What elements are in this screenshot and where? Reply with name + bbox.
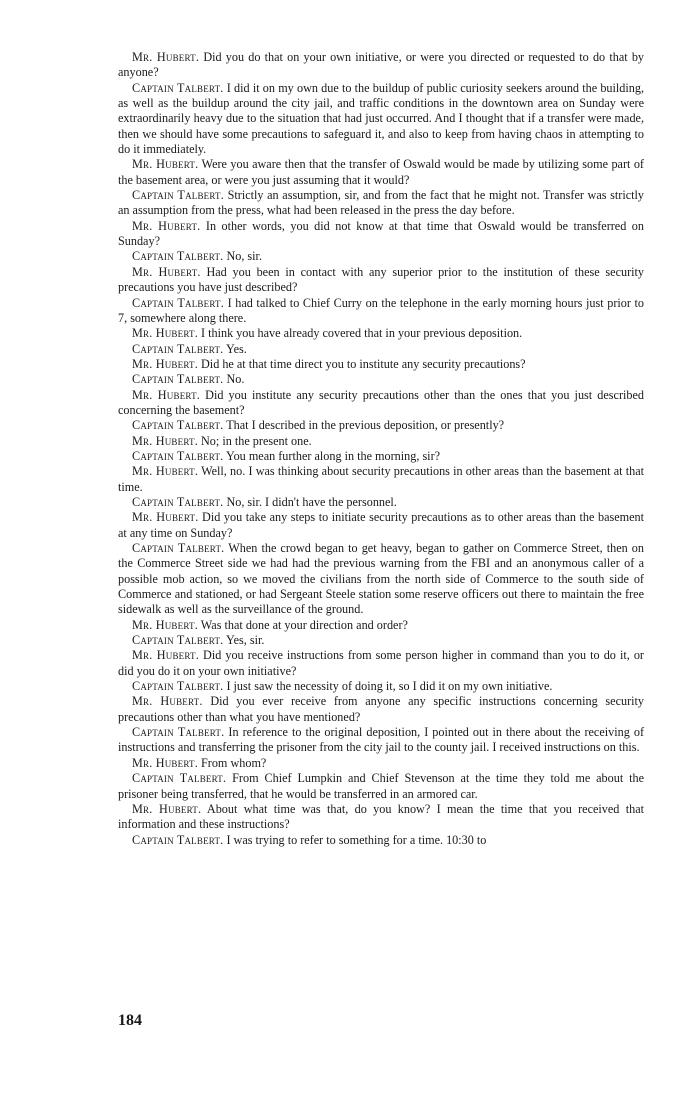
paragraph-text: Did you take any steps to initiate security precautions as to other areas than the basement at any time on Sunday? xyxy=(118,510,645,540)
paragraph-text: No, sir. I didn't have the personnel. xyxy=(226,494,397,509)
paragraph-text: Yes. xyxy=(226,341,247,356)
paragraph-text: Did you do that on your own initiative, or were you directed or requested to do that by anyone? xyxy=(118,50,645,80)
paragraph-text: Was that done at your direction and order? xyxy=(200,617,408,632)
speaker-name: Mr. Hubert. xyxy=(132,464,199,479)
transcript-paragraph xyxy=(118,157,644,188)
speaker-name: Captain Talbert. xyxy=(132,249,224,264)
transcript-paragraph xyxy=(118,771,644,802)
transcript-paragraph xyxy=(118,342,644,357)
speaker-name: Captain Talbert. xyxy=(132,418,224,433)
paragraph-text: No, sir. xyxy=(226,249,262,264)
speaker-name: Captain Talbert. xyxy=(132,188,224,203)
transcript-paragraph xyxy=(118,326,644,341)
transcript-paragraph xyxy=(118,725,644,756)
transcript-paragraph xyxy=(118,802,644,833)
speaker-name: Captain Talbert. xyxy=(132,372,224,387)
paragraph-text: Strictly an assumption, sir, and from the fact that he might not. Transfer was strictly an assumption from the press, what had been released in the press the day before. xyxy=(118,188,644,218)
speaker-name: Captain Talbert. xyxy=(132,295,224,310)
paragraph-text: I was trying to refer to something for a time. 10:30 to xyxy=(226,832,487,847)
transcript-paragraph xyxy=(118,188,644,219)
speaker-name: Mr. Hubert. xyxy=(132,157,199,172)
paragraph-text: From Chief Lumpkin and Chief Stevenson at the time they told me about the prisoner being transferred, that he would be transferred in an armored car. xyxy=(118,771,645,801)
speaker-name: Captain Talbert. xyxy=(132,80,224,95)
transcript-page xyxy=(118,50,644,848)
speaker-name: Captain Talbert. xyxy=(132,633,224,648)
speaker-name: Mr. Hubert. xyxy=(132,264,201,279)
transcript-paragraph xyxy=(118,249,644,264)
speaker-name: Captain Talbert. xyxy=(132,832,224,847)
speaker-name: Mr. Hubert. xyxy=(132,326,198,341)
speaker-name: Mr. Hubert. xyxy=(132,218,201,233)
paragraph-text: No. xyxy=(226,372,245,387)
transcript-paragraph xyxy=(118,388,644,419)
transcript-paragraph xyxy=(118,50,644,81)
transcript-paragraph xyxy=(118,648,644,679)
paragraph-text: Did he at that time direct you to institute any security precautions? xyxy=(201,356,526,371)
paragraph-text: I did it on my own due to the buildup of public curiosity seekers around the building, as well as the buildup around the city jail, and traffic conditions in the downtown area on Sunday were extraordinarily heavy due to the situation that had just occurred. And I thought that if a transfer were made, then we should have some precautions to safeguard it, and also to keep from having chaos in attempting to do it immediately. xyxy=(118,80,644,157)
page-number: 184 xyxy=(118,1012,142,1029)
speaker-name: Mr. Hubert. xyxy=(132,755,198,770)
speaker-name: Mr. Hubert. xyxy=(132,694,203,709)
speaker-name: Mr. Hubert. xyxy=(132,50,200,64)
speaker-name: Mr. Hubert. xyxy=(132,617,198,632)
transcript-paragraph xyxy=(118,265,644,296)
paragraph-text: When the crowd began to get heavy, began to gather on Commerce Street, then on the Commerce Street side we had had the previous warning from the FBI and an anonymous caller of a possible mob action, so we moved the civilians from the north side of Commerce to the south side of Commerce and stationed, or had Sergeant Steele station some reserve officers out there to maintain the free sidewalk as well as the surveillance of the ground. xyxy=(118,541,644,617)
paragraph-text: Did you institute any security precautions other than the ones that you just described concerning the basement? xyxy=(118,387,644,417)
transcript-paragraph xyxy=(118,756,644,771)
transcript-paragraph xyxy=(118,694,644,725)
transcript-paragraph xyxy=(118,541,644,618)
paragraph-text: In other words, you did not know at that time that Oswald would be transferred on Sunday? xyxy=(118,218,644,249)
transcript-paragraph xyxy=(118,434,644,449)
speaker-name: Captain Talbert. xyxy=(132,341,224,356)
speaker-name: Mr. Hubert. xyxy=(132,356,198,371)
speaker-name: Captain Talbert. xyxy=(132,679,224,694)
paragraph-text: From whom? xyxy=(201,755,267,770)
paragraph-text: I had talked to Chief Curry on the telephone in the early morning hours just prior to 7, somewhere along there. xyxy=(118,295,645,325)
transcript-paragraph xyxy=(118,618,644,633)
paragraph-text: I think you have already covered that in your previous deposition. xyxy=(201,326,523,341)
paragraph-text: About what time was that, do you know? I mean the time that you received that information and these instructions? xyxy=(118,801,644,832)
transcript-paragraph xyxy=(118,833,644,848)
speaker-name: Captain Talbert. xyxy=(132,771,227,786)
speaker-name: Mr. Hubert. xyxy=(132,433,198,448)
paragraph-text: Had you been in contact with any superior prior to the institution of these security precautions you have just described? xyxy=(118,264,644,295)
paragraph-text: In reference to the original deposition, I pointed out in there about the receiving of instructions and transferring the prisoner from the city jail to the county jail. I received instructions on this. xyxy=(118,725,644,755)
transcript-paragraph xyxy=(118,449,644,464)
transcript-paragraph xyxy=(118,418,644,433)
transcript-paragraph xyxy=(118,495,644,510)
paragraph-text: No; in the present one. xyxy=(201,433,312,448)
transcript-paragraph xyxy=(118,81,644,158)
speaker-name: Mr. Hubert. xyxy=(132,648,199,663)
paragraph-text: I just saw the necessity of doing it, so I did it on my own initiative. xyxy=(226,679,553,694)
paragraph-text: You mean further along in the morning, sir? xyxy=(226,448,441,463)
paragraph-text: That I described in the previous deposition, or presently? xyxy=(226,418,505,433)
transcript-paragraph xyxy=(118,633,644,648)
speaker-name: Captain Talbert. xyxy=(132,541,225,555)
speaker-name: Mr. Hubert. xyxy=(132,387,201,402)
speaker-name: Captain Talbert. xyxy=(132,448,224,463)
transcript-paragraph xyxy=(118,219,644,250)
transcript-paragraph xyxy=(118,679,644,694)
transcript-paragraph xyxy=(118,296,644,327)
paragraph-text: Were you aware then that the transfer of Oswald would be made by utilizing some part of the basement area, or were you just assuming that it would? xyxy=(118,157,644,187)
paragraph-text: Yes, sir. xyxy=(226,633,265,648)
speaker-name: Captain Talbert. xyxy=(132,725,225,740)
transcript-paragraph xyxy=(118,510,644,541)
speaker-name: Mr. Hubert. xyxy=(132,801,202,816)
paragraph-text: Did you receive instructions from some person higher in command than you to do it, or did you do it on your own initiative? xyxy=(118,648,644,678)
transcript-paragraph xyxy=(118,464,644,495)
speaker-name: Mr. Hubert. xyxy=(132,510,199,525)
transcript-paragraph xyxy=(118,357,644,372)
speaker-name: Captain Talbert. xyxy=(132,494,224,509)
paragraph-text: Well, no. I was thinking about security precautions in other areas than the basement at that time. xyxy=(118,464,644,494)
transcript-paragraph xyxy=(118,372,644,387)
paragraph-text: Did you ever receive from anyone any specific instructions concerning security precautions other than what you have mentioned? xyxy=(118,694,644,724)
